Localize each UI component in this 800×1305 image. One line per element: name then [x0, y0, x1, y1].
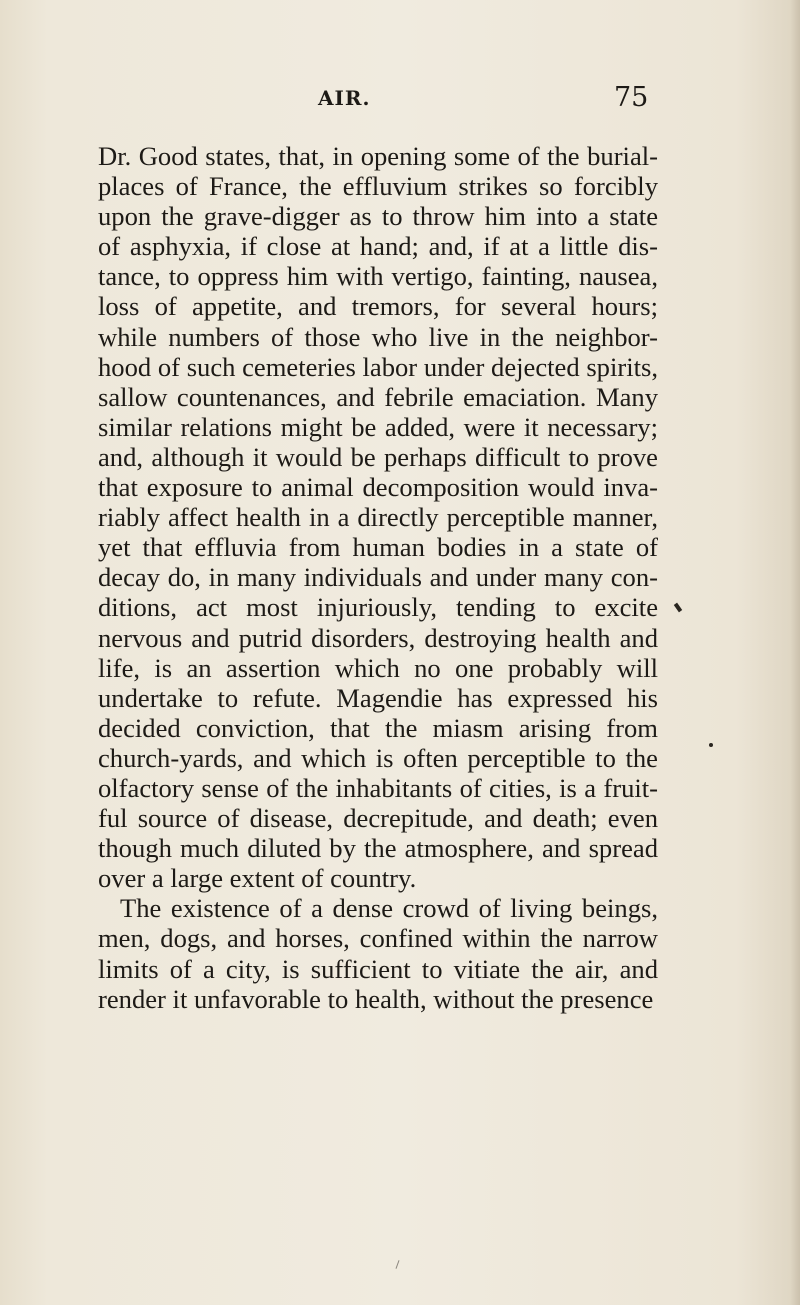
text-line: places of France, the effluvium strikes so forcibly	[98, 171, 658, 202]
text-line: upon the grave-digger as to throw him into a state	[98, 201, 658, 232]
text-line: render it unfavorable to health, without the presence	[98, 983, 654, 1014]
text-line: that exposure to animal decomposition would inva-	[98, 472, 658, 503]
text-line: tance, to oppress him with vertigo, fainting, nausea,	[98, 261, 658, 292]
text-line: olfactory sense of the inhabitants of cities, is a fruit-	[98, 772, 658, 803]
text-line: men, dogs, and horses, confined within the narrow	[98, 923, 658, 954]
text-line: limits of a city, is sufficient to vitiate the air, and	[98, 953, 658, 984]
ink-speck	[674, 603, 682, 613]
text-line: life, is an assertion which no one probably will	[98, 652, 658, 683]
text-line: similar relations might be added, were it necessary;	[98, 411, 658, 442]
text-line: hood of such cemeteries labor under dejected spirits,	[98, 351, 658, 382]
text-line: The existence of a dense crowd of living beings,	[120, 893, 658, 924]
text-line: decided conviction, that the miasm arising from	[98, 712, 658, 743]
body-text	[98, 141, 658, 1014]
running-title: AIR.	[318, 86, 371, 110]
text-line: while numbers of those who live in the neighbor-	[98, 321, 658, 352]
ink-speck	[709, 743, 713, 747]
running-head	[0, 82, 800, 116]
ink-speck	[395, 1260, 399, 1269]
text-line: loss of appetite, and tremors, for several hours;	[98, 291, 658, 322]
text-line: decay do, in many individuals and under many con-	[98, 562, 658, 593]
text-line: and, although it would be perhaps difficult to prove	[98, 441, 658, 472]
text-line: though much diluted by the atmosphere, and spread	[98, 833, 658, 864]
page-number: 75	[614, 82, 649, 113]
text-line: undertake to refute. Magendie has expressed his	[98, 682, 658, 713]
text-line: riably affect health in a directly perceptible manner,	[98, 502, 658, 533]
page-edge-shadow	[790, 0, 800, 1305]
text-line: yet that effluvia from human bodies in a state of	[98, 532, 658, 563]
text-line: ful source of disease, decrepitude, and death; even	[98, 803, 658, 834]
text-line: church-yards, and which is often perceptible to the	[98, 742, 658, 773]
text-line: ditions, act most injuriously, tending to excite	[98, 592, 658, 623]
text-line: of asphyxia, if close at hand; and, if at a little dis-	[98, 231, 658, 262]
text-line: Dr. Good states, that, in opening some of the burial-	[98, 141, 658, 171]
text-line: nervous and putrid disorders, destroying health and	[98, 622, 658, 653]
text-line: sallow countenances, and febrile emaciation. Many	[98, 381, 658, 412]
text-line: over a large extent of country.	[98, 863, 417, 894]
